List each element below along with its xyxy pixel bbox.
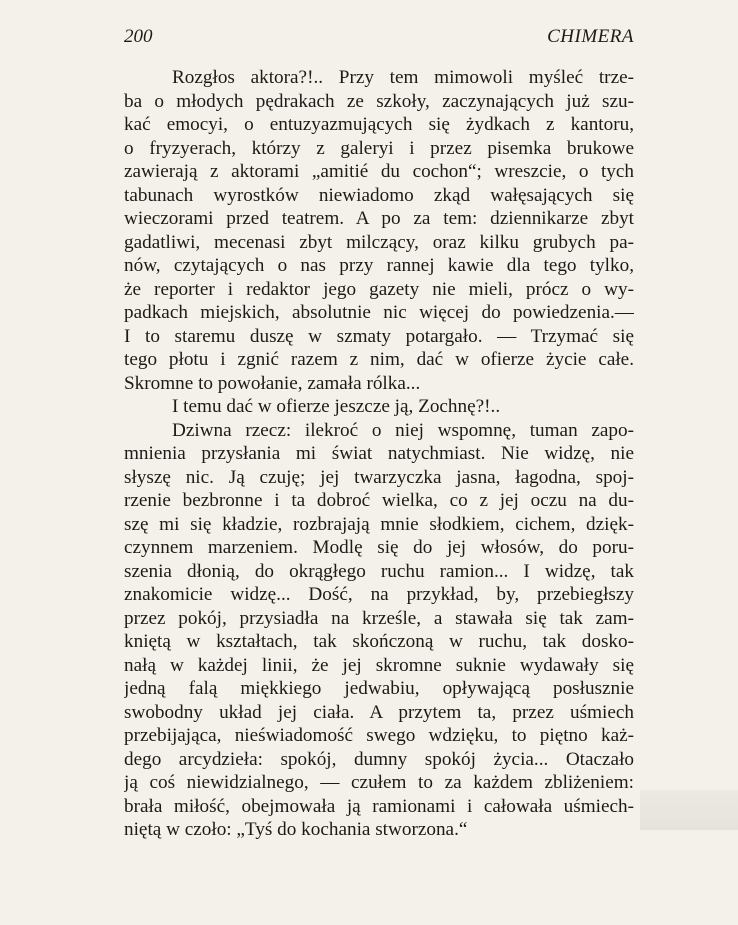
- text-line: dego arcydzieła: spokój, dumny spokój życia... Otaczało: [124, 748, 634, 770]
- text-line: rzenie bezbronne i ta dobroć wielka, co z jej oczu na du-: [124, 490, 634, 511]
- running-head: [124, 26, 634, 56]
- text-line: przez pokój, przysiadła na krześle, a stawała się tak zam-: [124, 607, 634, 629]
- text-line: ją coś niewidzialnego, — czułem to za każdem zbliżeniem:: [124, 772, 634, 793]
- text-line: że reporter i redaktor jego gazety nie mieli, prócz o wy-: [124, 278, 634, 300]
- text-line: jedną falą miękkiego jedwabiu, opływającą posłusznie: [124, 678, 634, 699]
- text-line: ba o młodych pędrakach ze szkoły, zaczynających już szu-: [124, 90, 634, 112]
- page-number: 200: [124, 26, 153, 47]
- text-line: znakomicie widzę... Dość, na przykład, by, przebiegłszy: [124, 584, 634, 605]
- text-line: gadatliwi, mecenasi zbyt milczący, oraz kilku grubych pa-: [124, 231, 634, 253]
- text-line: czynnem marzeniem. Modlę się do jej włosów, do poru-: [124, 537, 634, 558]
- text-line: tego płotu i zgnić razem z nim, dać w ofierze życie całe.: [124, 349, 634, 370]
- text-line: nów, czytających o nas przy rannej kawie dla tego tylko,: [124, 255, 634, 276]
- text-line: Rozgłos aktora?!.. Przy tem mimowoli myśleć trze-: [172, 67, 634, 88]
- body-text: [124, 66, 634, 842]
- text-line: wieczorami przed teatrem. A po za tem: dziennikarze zbyt: [124, 208, 634, 229]
- journal-title: CHIMERA: [547, 26, 634, 47]
- text-line: o fryzyerach, którzy z galeryi i przez pisemka brukowe: [124, 137, 634, 159]
- paper-bleed-through: [640, 790, 738, 830]
- text-line: I to staremu duszę w szmaty potargało. — Trzymać się: [124, 325, 634, 347]
- text-line: nałą w każdej linii, że jej skromne suknie wydawały się: [124, 654, 634, 676]
- text-line: niętą w czoło: „Tyś do kochania stworzona.“: [124, 819, 468, 840]
- text-line: tabunach wyrostków niewiadomo zkąd wałęsających się: [124, 184, 634, 206]
- text-line: przebijająca, nieświadomość swego wdzięku, to piętno każ-: [124, 725, 634, 746]
- text-line: kać emocyi, o entuzyazmujących się żydkach z kantoru,: [124, 114, 634, 135]
- text-line: swobodny układ jej ciała. A przytem ta, przez uśmiech: [124, 701, 634, 723]
- text-line: padkach miejskich, absolutnie nic więcej do powiedzenia.—: [124, 302, 634, 323]
- text-line: kniętą w kształtach, tak skończoną w ruchu, tak dosko-: [124, 631, 634, 652]
- text-line: Skromne to powołanie, zamała rólka...: [124, 372, 421, 394]
- text-line: szę mi się kładzie, rozbrajają mnie słodkiem, cichem, dzięk-: [124, 513, 634, 535]
- text-line: zawierają z aktorami „amitié du cochon“; wreszcie, o tych: [124, 161, 634, 182]
- text-line: mnienia przysłania mi świat natychmiast. Nie widzę, nie: [124, 443, 634, 464]
- text-line: Dziwna rzecz: ilekroć o niej wspomnę, tuman zapo-: [172, 419, 634, 441]
- text-line: I temu dać w ofierze jeszcze ją, Zochnę?!..: [172, 396, 501, 417]
- text-line: słyszę nic. Ją czuję; jej twarzyczka jasna, łagodna, spoj-: [124, 466, 634, 488]
- text-line: szenia dłonią, do okrągłego ruchu ramion... I widzę, tak: [124, 560, 634, 582]
- text-line: brała miłość, obejmowała ją ramionami i całowała uśmiech-: [124, 795, 634, 817]
